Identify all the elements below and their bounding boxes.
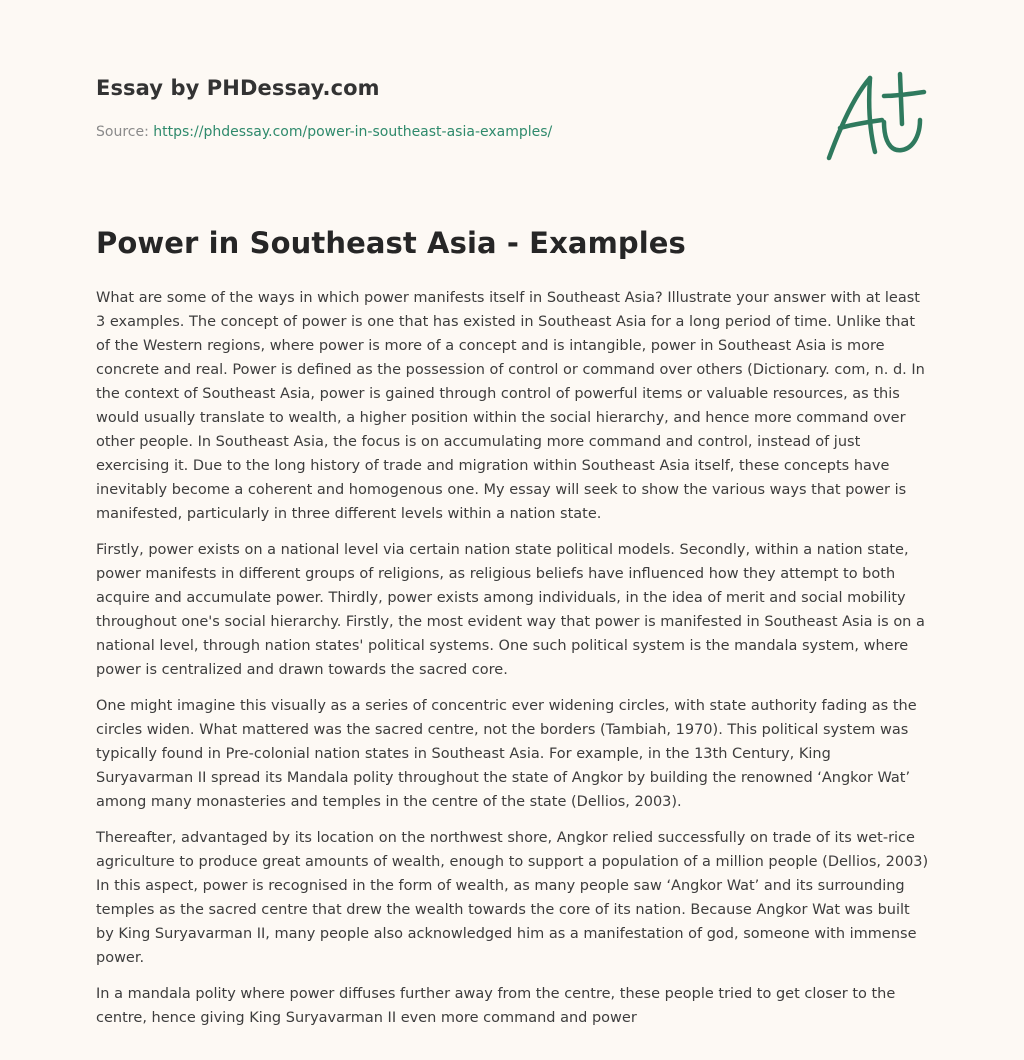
essay-paragraph: One might imagine this visually as a series of concentric ever widening circles, with state authority fading as the circles widen. What mattered was the sacred centre, not the borders (Tambiah, 1970). This political system was typically found in Pre-colonial nation states in Southeast Asia. For example, in the 13th Century, King Suryavarman II spread its Mandala polity throughout the state of Angkor by building the renowned ‘Angkor Wat’ among many monasteries and temples in the centre of the state (Dellios, 2003). <box>96 698 917 810</box>
essay-paragraph: Thereafter, advantaged by its location on the northwest shore, Angkor relied successfully on trade of its wet-rice agriculture to produce great amounts of wealth, enough to support a population of a million people (Dellios, 2003) In this aspect, power is recognised in the form of wealth, as many people saw ‘Angkor Wat’ and its surrounding temples as the sacred centre that drew the wealth towards the core of its nation. Because Angkor Wat was built by King Suryavarman II, many people also acknowledged him as a manifestation of god, someone with immense power. <box>96 830 929 966</box>
source-link[interactable]: https://phdessay.com/power-in-southeast-asia-examples/ <box>153 124 553 140</box>
essay-paragraph: Firstly, power exists on a national level via certain nation state political models. Secondly, within a nation state, power manifests in different groups of religions, as religious beliefs have influenced how they attempt to both acquire and accumulate power. Thirdly, power exists among individuals, in the idea of merit and social mobility throughout one's social hierarchy. Firstly, the most evident way that power is manifested in Southeast Asia is on a national level, through nation states' political systems. One such political system is the mandala system, where power is centralized and drawn towards the sacred core. <box>96 542 925 678</box>
essay-paragraph: What are some of the ways in which power manifests itself in Southeast Asia? Illustrate your answer with at least 3 examples. The concept of power is one that has existed in Southeast Asia for a long period of time. Unlike that of the Western regions, where power is more of a concept and is intangible, power in Southeast Asia is more concrete and real. Power is defined as the possession of control or command over others (Dictionary. com, n. d. In the context of Southeast Asia, power is gained through control of powerful items or valuable resources, as this would usually translate to wealth, a higher position within the social hierarchy, and hence more command over other people. In Southeast Asia, the focus is on accumulating more command and control, instead of just exercising it. Due to the long history of trade and migration within Southeast Asia itself, these concepts have inevitably become a coherent and homogenous one. My essay will seek to show the various ways that power is manifested, particularly in three different levels within a nation state. <box>96 290 925 522</box>
essay-title: Power in Southeast Asia - Examples <box>96 226 686 260</box>
a-plus-grade-icon <box>818 66 930 166</box>
source-label: Source: <box>96 124 149 140</box>
essay-body <box>96 286 932 1042</box>
source-line <box>96 124 552 140</box>
essay-paragraph: In a mandala polity where power diffuses further away from the centre, these people tried to get closer to the centre, hence giving King Suryavarman II even more command and power <box>96 986 896 1026</box>
site-brand: Essay by PHDessay.com <box>96 76 380 100</box>
